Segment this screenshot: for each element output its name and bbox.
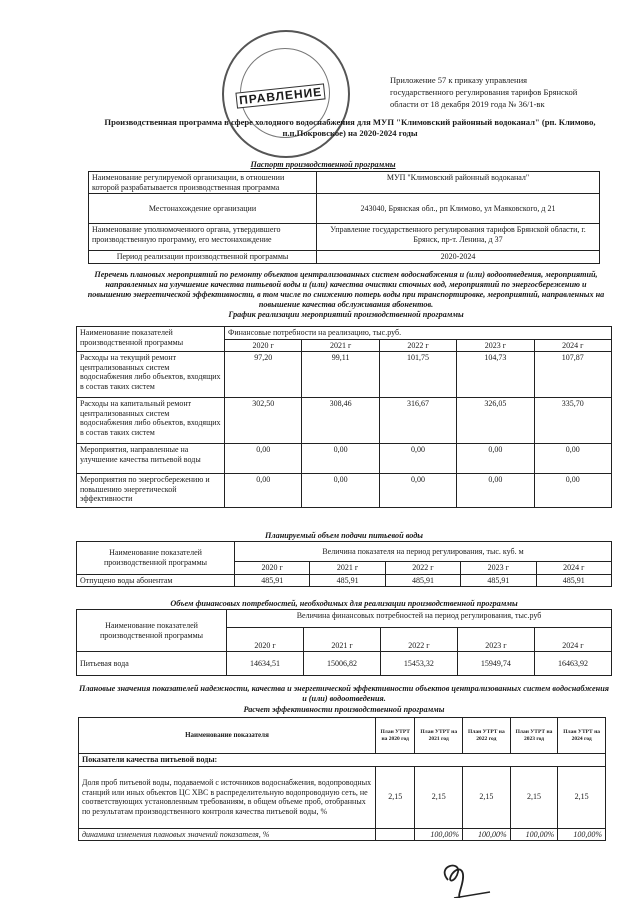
table-cell: 0,00 xyxy=(302,444,379,474)
appendix-line: области от 18 декабря 2019 года № 36/1-вк xyxy=(390,99,545,109)
table-row xyxy=(77,574,612,587)
table-row xyxy=(77,398,612,444)
year-header: 2022 г xyxy=(385,562,460,575)
table-header-row xyxy=(79,718,606,754)
table-cell: 104,73 xyxy=(457,352,534,398)
table-cell: 0,00 xyxy=(379,444,456,474)
year-header: 2022 г xyxy=(380,628,457,652)
passport-value: 243040, Брянская обл., рп Климово, ул Маяковского, д 21 xyxy=(317,194,600,224)
table-row xyxy=(77,352,612,398)
passport-table xyxy=(88,171,600,264)
table-section-row xyxy=(79,754,606,767)
handwritten-signature xyxy=(418,858,498,898)
measures-subheading: График реализации мероприятий производственной программы xyxy=(228,310,464,319)
row-label: динамика изменения плановых значений показателя, % xyxy=(79,828,376,841)
passport-value: МУП "Климовский районный водоканал" xyxy=(317,172,600,194)
table-cell: 2,15 xyxy=(463,766,511,828)
efficiency-table xyxy=(78,717,606,841)
table-cell: 485,91 xyxy=(536,574,612,587)
year-header: 2024 г xyxy=(534,628,611,652)
table-cell: 2,15 xyxy=(376,766,415,828)
table-row xyxy=(79,766,606,828)
plan-header: План УТРТ на 2021 год xyxy=(415,718,463,754)
table-cell: 302,50 xyxy=(225,398,302,444)
table-cell: 485,91 xyxy=(235,574,310,587)
passport-label: Наименование уполномоченного органа, утвердившего производственную программу, его местонахождение xyxy=(89,224,317,251)
table-cell: 326,05 xyxy=(457,398,534,444)
row-label: Расходы на капитальный ремонт централизованных систем водоснабжения либо объектов, входящих в состав таких систем xyxy=(77,398,225,444)
column-header: Наименование показателей производственной программы xyxy=(77,327,225,352)
table-cell: 100,00% xyxy=(510,828,558,841)
volume-heading: Планируемый объем подачи питьевой воды xyxy=(265,531,423,540)
table-cell: 15453,32 xyxy=(380,652,457,676)
volume-table xyxy=(76,541,612,587)
year-header: 2020 г xyxy=(225,339,302,352)
plan-header: План УТРТ на 2023 год xyxy=(510,718,558,754)
table-cell: 101,75 xyxy=(379,352,456,398)
year-header: 2020 г xyxy=(235,562,310,575)
table-cell: 316,67 xyxy=(379,398,456,444)
table-header-row xyxy=(77,610,612,628)
table-cell: 308,46 xyxy=(302,398,379,444)
table-row xyxy=(89,251,600,264)
year-header: 2023 г xyxy=(457,339,534,352)
efficiency-subheading: Расчет эффективности производственной программы xyxy=(243,705,445,714)
row-label: Питьевая вода xyxy=(77,652,227,676)
table-row xyxy=(89,194,600,224)
table-cell: 16463,92 xyxy=(534,652,611,676)
measures-table xyxy=(76,326,612,508)
appendix-line: Приложение 57 к приказу управления xyxy=(390,75,528,85)
plan-header: План УТРТ на 2020 год xyxy=(376,718,415,754)
year-header: 2020 г xyxy=(227,628,304,652)
year-header: 2021 г xyxy=(302,339,379,352)
table-row xyxy=(77,444,612,474)
table-cell: 0,00 xyxy=(225,444,302,474)
row-label: Расходы на текущий ремонт централизованных систем водоснабжения либо объектов, входящих в состав таких систем xyxy=(77,352,225,398)
table-cell: 14634,51 xyxy=(227,652,304,676)
table-cell: 99,11 xyxy=(302,352,379,398)
table-cell: 15949,74 xyxy=(457,652,534,676)
table-cell: 2,15 xyxy=(510,766,558,828)
column-header: Наименование показателя xyxy=(79,718,376,754)
column-group-header: Величина показателя на период регулирования, тыс. куб. м xyxy=(235,542,612,562)
column-group-header: Величина финансовых потребностей на период регулирования, тыс.руб xyxy=(227,610,612,628)
table-cell: 100,00% xyxy=(415,828,463,841)
year-header: 2021 г xyxy=(310,562,385,575)
table-cell: 485,91 xyxy=(310,574,385,587)
table-row xyxy=(77,474,612,508)
table-row xyxy=(89,172,600,194)
plan-header: План УТРТ на 2024 год xyxy=(558,718,606,754)
passport-value: Управление государственного регулирования тарифов Брянской области, г. Брянск, пр-т. Ленина, д 37 xyxy=(317,224,600,251)
table-cell: 485,91 xyxy=(461,574,536,587)
passport-heading: Паспорт производственной программы xyxy=(250,160,396,169)
year-header: 2021 г xyxy=(303,628,380,652)
table-cell: 0,00 xyxy=(457,444,534,474)
table-cell: 0,00 xyxy=(457,474,534,508)
finance-heading: Объем финансовых потребностей, необходимых для реализации производственной программы xyxy=(170,599,518,608)
table-row xyxy=(77,652,612,676)
table-cell: 335,70 xyxy=(534,398,611,444)
passport-value: 2020-2024 xyxy=(317,251,600,264)
column-group-header: Финансовые потребности на реализацию, тыс.руб. xyxy=(225,327,612,340)
year-header: 2023 г xyxy=(457,628,534,652)
appendix-line: государственного регулирования тарифов Брянской xyxy=(390,87,578,97)
appendix-note xyxy=(390,74,630,110)
table-cell: 100,00% xyxy=(558,828,606,841)
year-header: 2024 г xyxy=(536,562,612,575)
table-header-row xyxy=(77,542,612,562)
table-row xyxy=(79,828,606,841)
measures-heading: Перечень плановых мероприятий по ремонту объектов централизованных систем водоснабжения и (или) водоотведения, мероприятий, направленных на улучшение качества питьевой воды и (или) качества очистки сточных вод, мероприятий по энергосбережению и повышению энергетической эффективности, в том числе по снижению потерь воды при транспортировке, мероприятий, направленных на повышение качества обслуживания абонентов. xyxy=(87,270,605,309)
passport-label: Местонахождение организации xyxy=(89,194,317,224)
table-cell: 0,00 xyxy=(534,474,611,508)
row-label: Мероприятия по энергосбережению и повышению энергетической эффективности xyxy=(77,474,225,508)
document-title: Производственная программа в сфере холодного водоснабжения для МУП "Климовский районный водоканал" (рп. Климово, п.п.Покровское) на 2020-2024 годы xyxy=(104,117,596,138)
finance-table xyxy=(76,609,612,676)
table-cell: 485,91 xyxy=(385,574,460,587)
year-header: 2024 г xyxy=(534,339,611,352)
year-header: 2023 г xyxy=(461,562,536,575)
table-row xyxy=(89,224,600,251)
year-header: 2022 г xyxy=(379,339,456,352)
table-header-row xyxy=(77,327,612,340)
section-label: Показатели качества питьевой воды: xyxy=(79,754,606,767)
table-cell: 0,00 xyxy=(379,474,456,508)
column-header: Наименование показателей производственной программы xyxy=(77,542,235,575)
table-cell: 2,15 xyxy=(558,766,606,828)
table-cell xyxy=(376,828,415,841)
table-cell: 0,00 xyxy=(534,444,611,474)
seal-stamp-word: ПРАВЛЕНИЕ xyxy=(235,83,326,108)
table-cell: 0,00 xyxy=(302,474,379,508)
passport-label: Период реализации производственной программы xyxy=(89,251,317,264)
column-header: Наименование показателей производственной программы xyxy=(77,610,227,652)
passport-label: Наименование регулируемой организации, в отношении которой разрабатывается производственная программа xyxy=(89,172,317,194)
row-label: Отпущено воды абонентам xyxy=(77,574,235,587)
row-label: Мероприятия, направленные на улучшение качества питьевой воды xyxy=(77,444,225,474)
table-cell: 100,00% xyxy=(463,828,511,841)
efficiency-heading: Плановые значения показателей надежности, качества и энергетической эффективности объектов централизованных систем водоснабжения и (или) водоотведения. xyxy=(78,684,609,703)
table-cell: 15006,82 xyxy=(303,652,380,676)
plan-header: План УТРТ на 2022 год xyxy=(463,718,511,754)
table-cell: 107,87 xyxy=(534,352,611,398)
table-cell: 2,15 xyxy=(415,766,463,828)
table-cell: 97,20 xyxy=(225,352,302,398)
table-cell: 0,00 xyxy=(225,474,302,508)
row-label: Доля проб питьевой воды, подаваемой с источников водоснабжения, водопроводных станций или иных объектов ЦС ХВС в распределительную водопроводную сеть, не соответствующих установленным требованиям, в общем объеме проб, отобранных по результатам производственного контроля качества питьевой воды, % xyxy=(79,766,376,828)
